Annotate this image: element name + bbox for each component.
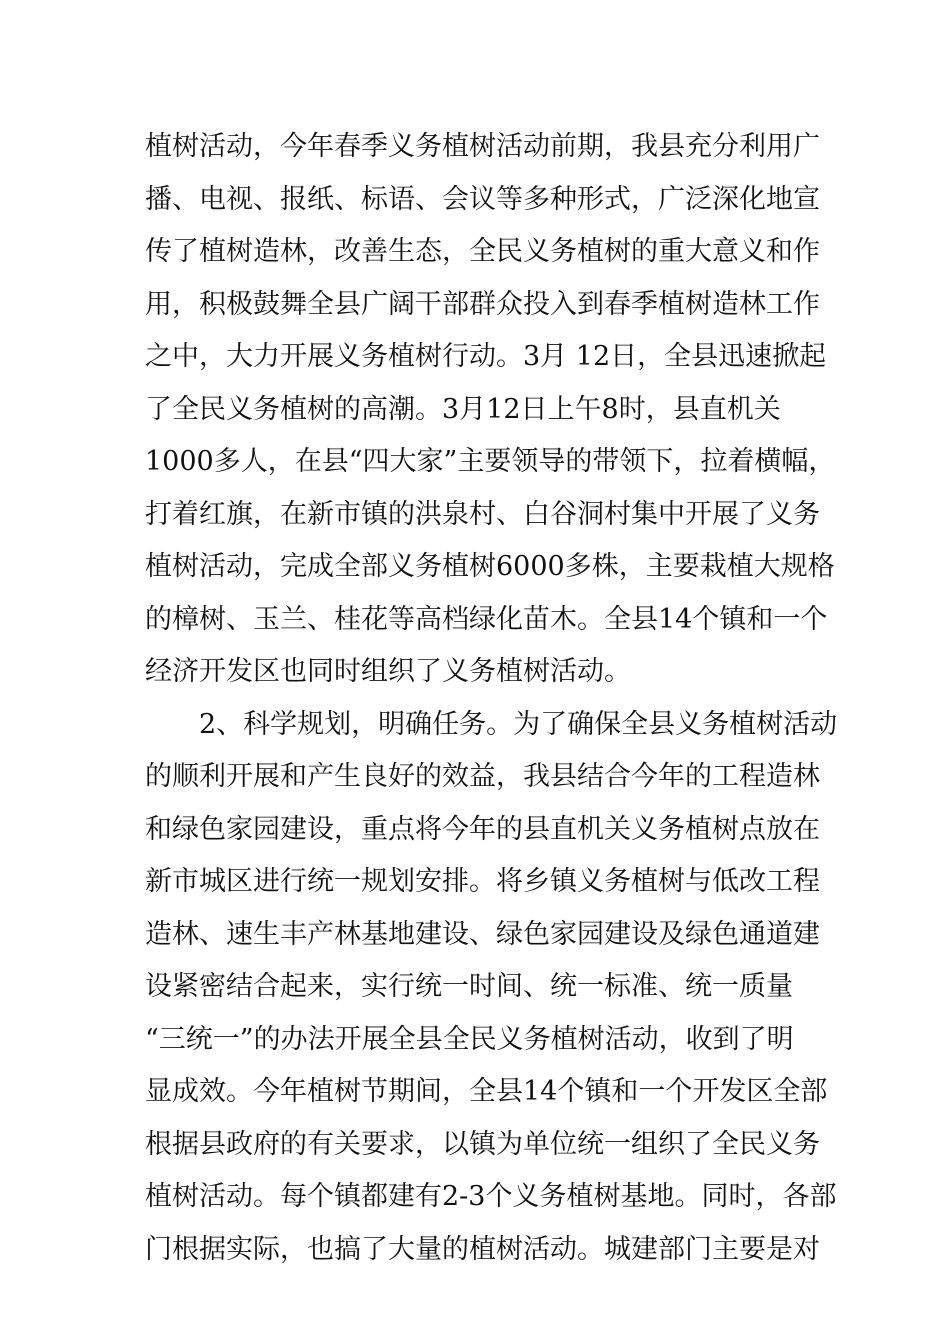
text-line: 造林、速生丰产林基地建设、绿色家园建设及绿色通道建 [145, 918, 820, 950]
text-line: 设紧密结合起来，实行统一时间、统一标准、统一质量 [145, 971, 793, 1002]
paragraph-2 [145, 699, 838, 1277]
text-line: 1000多人，在县“四大家”主要领导的带领下，拉着横幅， [145, 446, 836, 477]
text-line: 打着红旗，在新市镇的洪泉村、白谷洞村集中开展了义务 [145, 498, 820, 530]
text-line: 植树活动，今年春季义务植树活动前期，我县充分利用广 [145, 131, 820, 162]
text-line: 门根据实际，也搞了大量的植树活动。城建部门主要是对 [145, 1233, 820, 1265]
paragraph-1 [145, 121, 836, 699]
text-line: 的樟树、玉兰、桂花等高档绿化苗木。全县14个镇和一个 [145, 603, 828, 635]
text-line: 了全民义务植树的高潮。3月12日上午8时，县直机关 [145, 393, 781, 425]
text-line: 之中，大力开展义务植树行动。3月 12日，全县迅速掀起 [145, 341, 827, 372]
text-line: 的顺利开展和产生良好的效益，我县结合今年的工程造林 [145, 761, 820, 792]
text-line: 根据县政府的有关要求，以镇为单位统一组织了全民义务 [145, 1128, 820, 1160]
text-line: 传了植树造林，改善生态，全民义务植树的重大意义和作 [145, 236, 820, 267]
text-line: 和绿色家园建设，重点将今年的县直机关义务植树点放在 [145, 813, 820, 845]
text-line: 新市城区进行统一规划安排。将乡镇义务植树与低改工程 [145, 866, 820, 897]
text-line: 植树活动，完成全部义务植树6000多株，主要栽植大规格 [145, 551, 835, 582]
text-line: 植树活动。每个镇都建有2-3个义务植树基地。同时，各部 [145, 1181, 837, 1212]
text-line: 显成效。今年植树节期间，全县14个镇和一个开发区全部 [145, 1076, 828, 1107]
text-line: 经济开发区也同时组织了义务植树活动。 [145, 656, 631, 687]
text-line: 用，积极鼓舞全县广阔干部群众投入到春季植树造林工作 [145, 288, 820, 320]
text-line: “三统一”的办法开展全县全民义务植树活动，收到了明 [145, 1023, 794, 1055]
text-line: 播、电视、报纸、标语、会议等多种形式，广泛深化地宣 [145, 183, 820, 215]
text-line: 2、科学规划，明确任务。为了确保全县义务植树活动 [199, 708, 838, 740]
body-text [145, 121, 838, 1276]
